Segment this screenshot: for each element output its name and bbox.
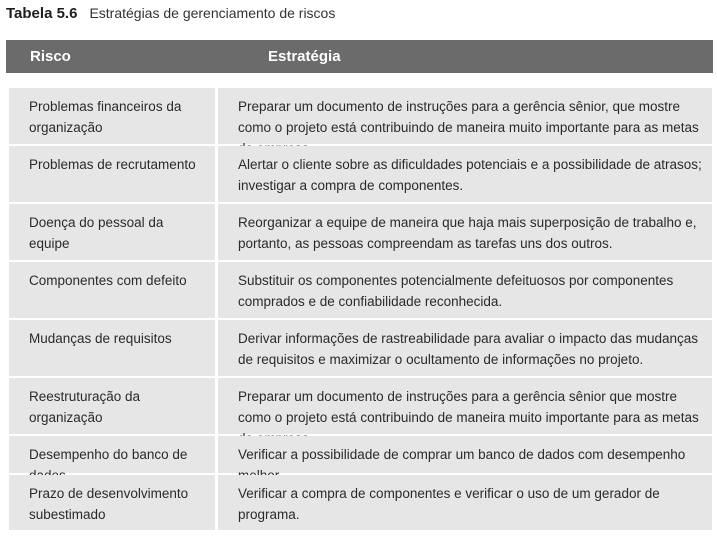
strategy-cell: Reorganizar a equipe de maneira que haja mais superposição de trabalho e, portanto, as pessoas compreendam as tarefas uns dos outros. bbox=[218, 204, 712, 260]
risk-cell: Mudanças de requisitos bbox=[9, 320, 215, 376]
strategy-cell: Derivar informações de rastreabilidade para avaliar o impacto das mudanças de requisitos e maximizar o ocultamento de informações no projeto. bbox=[218, 320, 712, 376]
table-row bbox=[9, 88, 712, 144]
risk-cell: Problemas de recrutamento bbox=[9, 146, 215, 202]
table-row bbox=[9, 144, 712, 202]
risk-cell: Problemas financeiros da organização bbox=[9, 88, 215, 144]
risk-cell: Prazo de desenvolvimento subestimado bbox=[9, 475, 215, 530]
header-risk: Risco bbox=[30, 48, 71, 65]
table-row bbox=[9, 473, 712, 530]
table-row bbox=[9, 318, 712, 376]
risk-cell: Reestruturação da organização bbox=[9, 378, 215, 434]
header-strategy: Estratégia bbox=[268, 48, 341, 65]
table-title: Estratégias de gerenciamento de riscos bbox=[89, 5, 336, 21]
strategy-cell: Alertar o cliente sobre as dificuldades potenciais e a possibilidade de atrasos; investigar a compra de componentes. bbox=[218, 146, 712, 202]
strategy-cell: Substituir os componentes potencialmente defeituosos por componentes comprados e de confiabilidade reconhecida. bbox=[218, 262, 712, 318]
table-row bbox=[9, 260, 712, 318]
risk-cell: Componentes com defeito bbox=[9, 262, 215, 318]
risk-cell: Desempenho do banco de bbox=[9, 436, 215, 473]
table-row bbox=[9, 434, 712, 473]
table-header bbox=[6, 40, 713, 73]
table-caption bbox=[6, 5, 335, 27]
table-number: Tabela 5.6 bbox=[6, 5, 78, 22]
strategy-cell: Verificar a compra de componentes e verificar o uso de um gerador de programa. bbox=[218, 475, 712, 530]
table-row bbox=[9, 202, 712, 260]
strategy-cell: Preparar um documento de instruções para a gerência sênior que mostre como o projeto está contribuindo de maneira muito importante para as metas bbox=[218, 378, 712, 434]
risk-table bbox=[9, 88, 712, 530]
strategy-cell: Preparar um documento de instruções para a gerência sênior, que mostre como o projeto está contribuindo de maneira muito importante para as metas bbox=[218, 88, 712, 144]
strategy-cell: Verificar a possibilidade de comprar um banco de dados com desempenho bbox=[218, 436, 712, 473]
risk-cell: Doença do pessoal da equipe bbox=[9, 204, 215, 260]
table-row bbox=[9, 376, 712, 434]
